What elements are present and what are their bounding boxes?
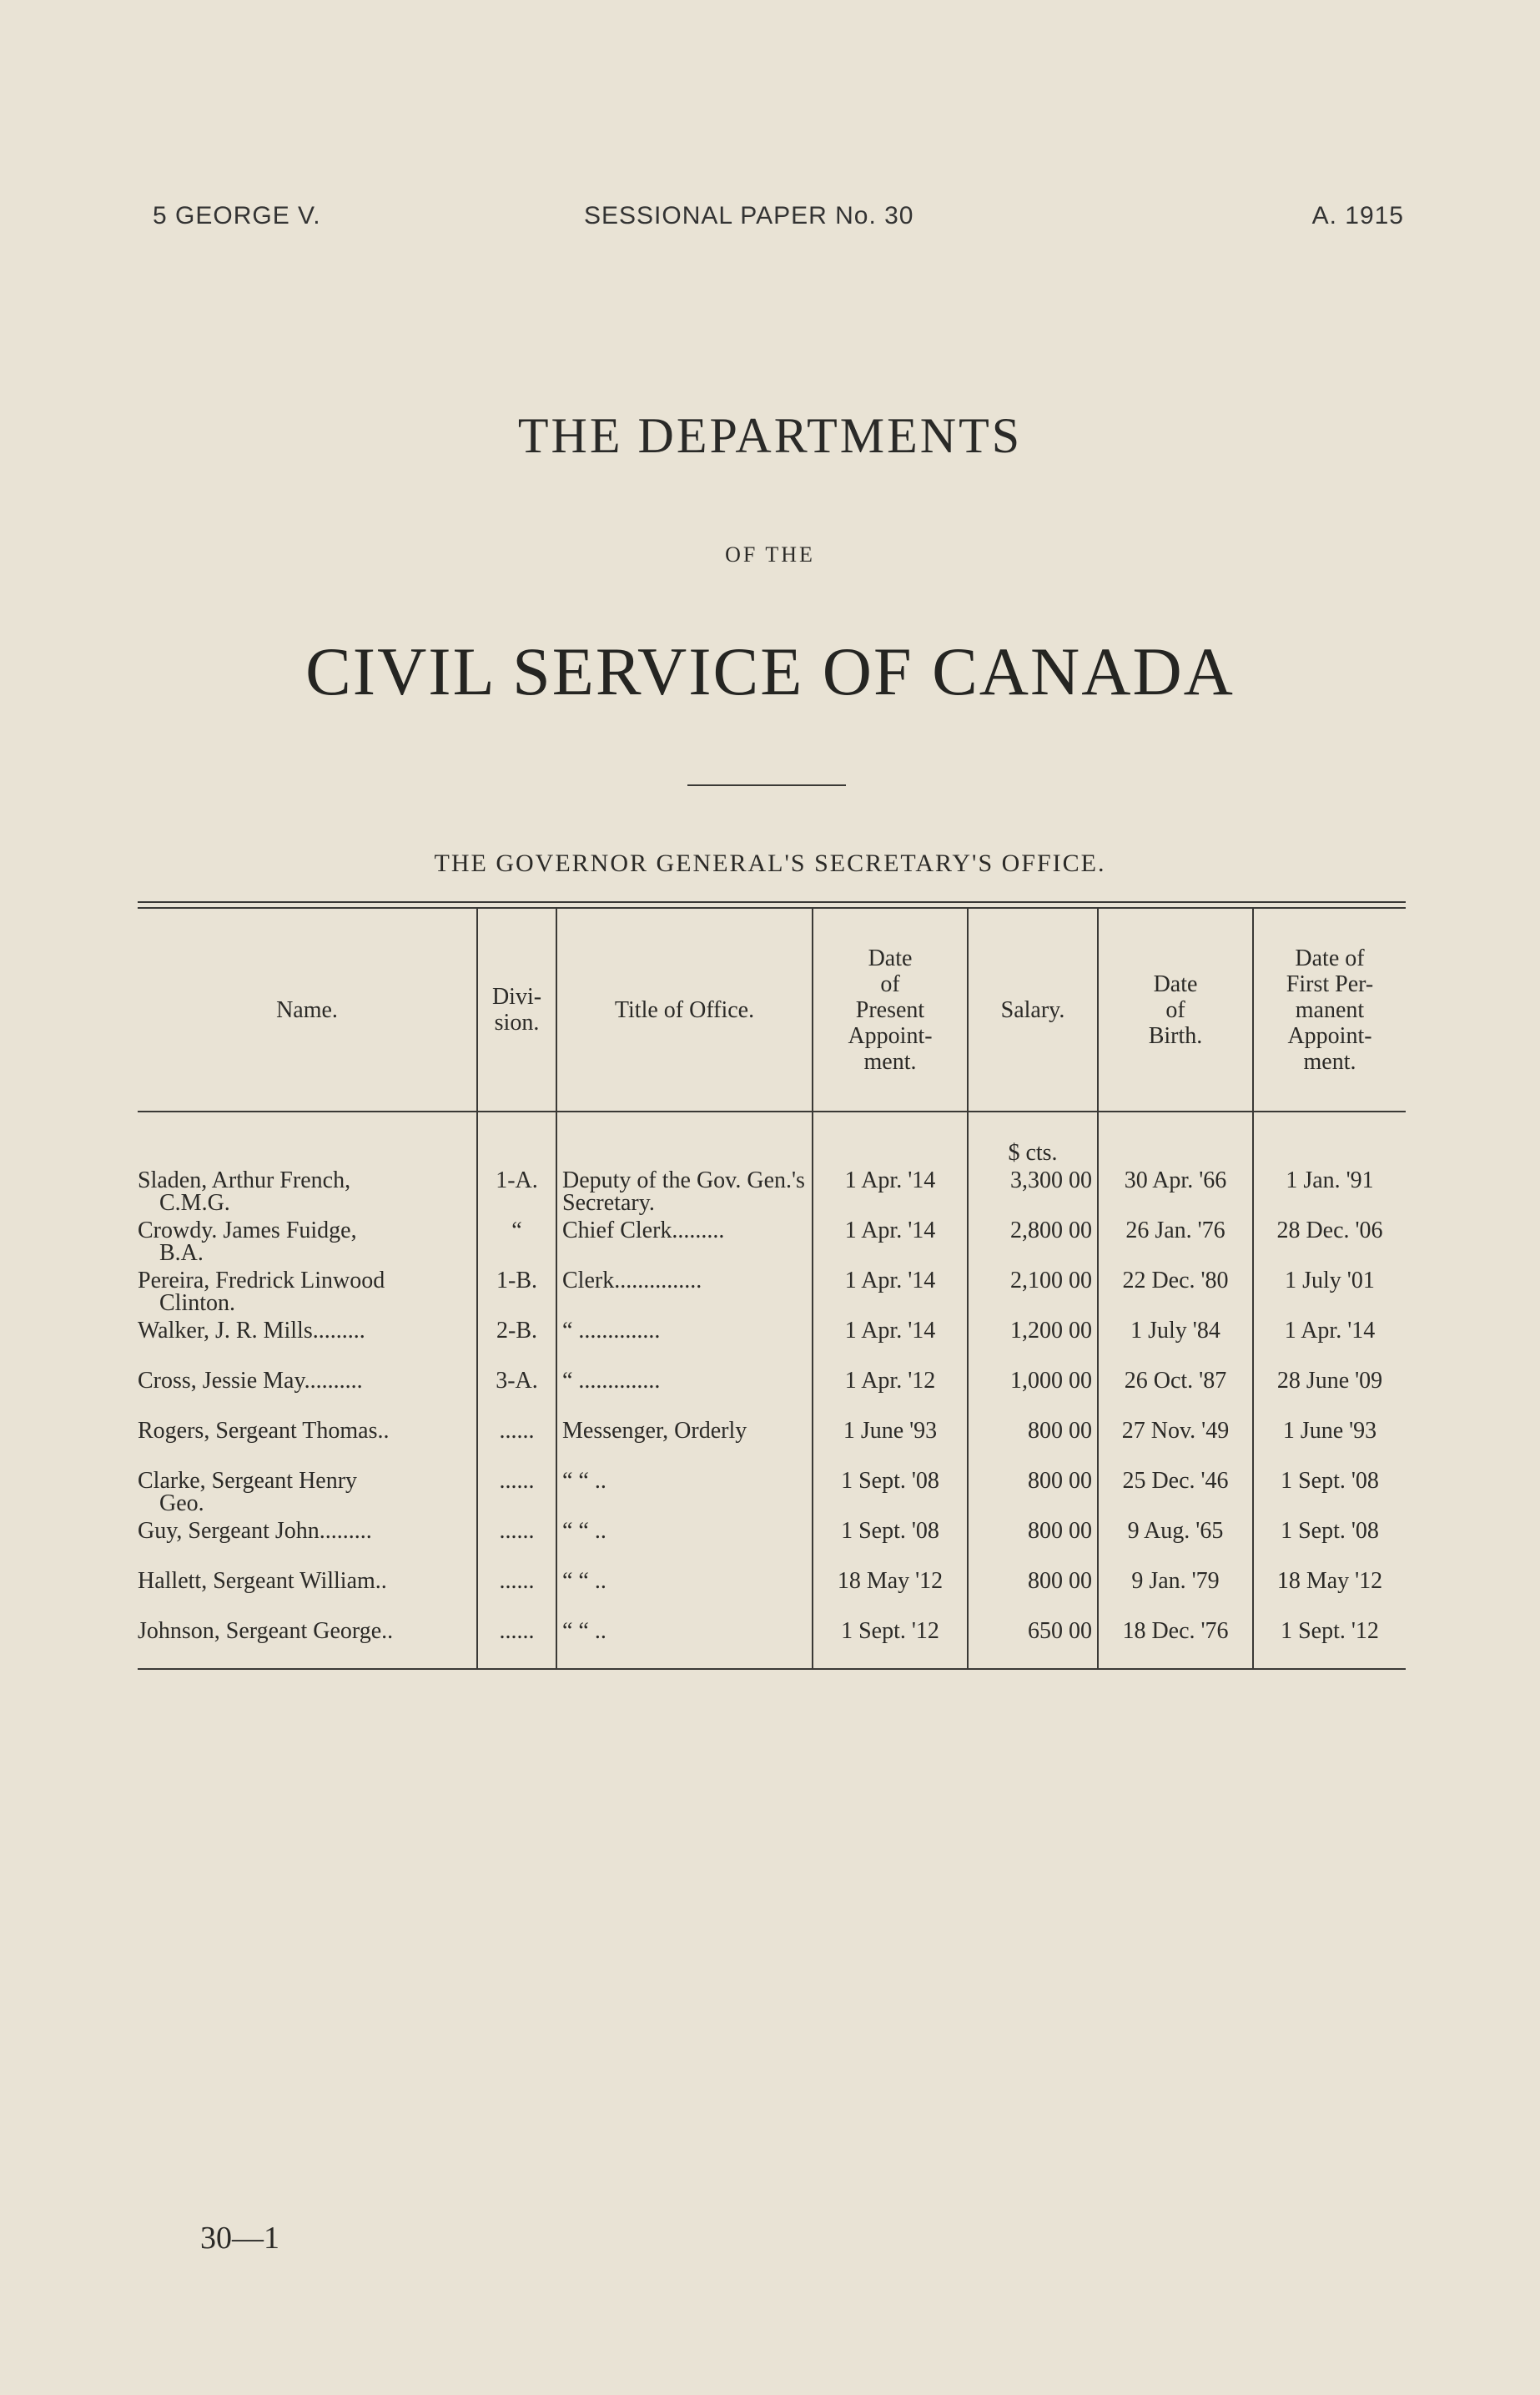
name-line-1: Johnson, Sergeant George..	[138, 1618, 394, 1644]
cell-title: “ “ ..	[556, 1465, 813, 1515]
cell-first-appointment: 1 Jan. '91	[1253, 1164, 1406, 1214]
cell-birth: 30 Apr. '66	[1098, 1164, 1253, 1214]
cell-salary: 650 00	[968, 1615, 1098, 1668]
name-line-2: B.A.	[159, 1240, 204, 1266]
cell-title: Clerk...............	[556, 1264, 813, 1314]
title-line-2: OF THE	[725, 542, 815, 567]
cell-birth: 25 Dec. '46	[1098, 1465, 1253, 1515]
cell-title: “ “ ..	[556, 1565, 813, 1615]
cell-salary: 2,800 00	[968, 1214, 1098, 1264]
cell-title: “ “ ..	[556, 1515, 813, 1565]
cell-birth: 27 Nov. '49	[1098, 1414, 1253, 1465]
staff-table	[138, 901, 1406, 1670]
cell-present-appointment: 1 June '93	[813, 1414, 968, 1465]
cell-division: ......	[477, 1515, 556, 1565]
office-heading: THE GOVERNOR GENERAL'S SECRETARY'S OFFICE.	[434, 850, 1106, 877]
header-left: 5 GEORGE V.	[153, 202, 321, 229]
cell-division: 2-B.	[477, 1314, 556, 1364]
header-name: Name.	[138, 909, 477, 1112]
table-row	[138, 1164, 1406, 1214]
table-bottom-rule	[138, 1668, 1406, 1670]
cell-salary: 800 00	[968, 1465, 1098, 1515]
cell-first-appointment: 1 July '01	[1253, 1264, 1406, 1314]
cell-salary: 800 00	[968, 1414, 1098, 1465]
cell-name	[138, 1615, 477, 1668]
cell-first-appointment: 18 May '12	[1253, 1565, 1406, 1615]
salary-units: $ cts.	[968, 1112, 1098, 1164]
name-line-1: Crowdy. James Fuidge,	[138, 1218, 357, 1243]
name-line-1: Sladen, Arthur French,	[138, 1167, 351, 1193]
name-line-1: Guy, Sergeant John.........	[138, 1518, 372, 1544]
cell-first-appointment: 28 June '09	[1253, 1364, 1406, 1414]
cell-present-appointment: 1 Apr. '14	[813, 1264, 968, 1314]
cell-name	[138, 1314, 477, 1364]
cell-present-appointment: 1 Sept. '08	[813, 1515, 968, 1565]
header-right: A. 1915	[1311, 202, 1404, 229]
cell-present-appointment: 1 Apr. '14	[813, 1214, 968, 1264]
cell-first-appointment: 28 Dec. '06	[1253, 1214, 1406, 1264]
title-line-1: THE DEPARTMENTS	[517, 408, 1023, 463]
name-line-1: Rogers, Sergeant Thomas..	[138, 1418, 390, 1444]
cell-first-appointment: 1 Sept. '08	[1253, 1515, 1406, 1565]
table-row	[138, 1565, 1406, 1615]
cell-first-appointment: 1 Apr. '14	[1253, 1314, 1406, 1364]
cell-division: 1-B.	[477, 1264, 556, 1314]
cell-first-appointment: 1 Sept. '08	[1253, 1465, 1406, 1515]
cell-first-appointment: 1 June '93	[1253, 1414, 1406, 1465]
cell-salary: 1,000 00	[968, 1364, 1098, 1414]
cell-present-appointment: 18 May '12	[813, 1565, 968, 1615]
cell-salary: 2,100 00	[968, 1264, 1098, 1314]
cell-present-appointment: 1 Apr. '12	[813, 1364, 968, 1414]
header-birth: Date of Birth.	[1098, 909, 1253, 1112]
cell-name	[138, 1465, 477, 1515]
cell-salary: 3,300 00	[968, 1164, 1098, 1214]
cell-title: Chief Clerk.........	[556, 1214, 813, 1264]
cell-present-appointment: 1 Apr. '14	[813, 1164, 968, 1214]
cell-division: ......	[477, 1414, 556, 1465]
title-line-3: CIVIL SERVICE OF CANADA	[305, 633, 1235, 709]
page-folio: 30—1	[200, 2221, 279, 2256]
table-row	[138, 1364, 1406, 1414]
table-row	[138, 1414, 1406, 1465]
cell-division: ......	[477, 1615, 556, 1668]
cell-present-appointment: 1 Apr. '14	[813, 1314, 968, 1364]
cell-name	[138, 1264, 477, 1314]
cell-birth: 22 Dec. '80	[1098, 1264, 1253, 1314]
cell-birth: 1 July '84	[1098, 1314, 1253, 1364]
name-line-2: Clinton.	[159, 1290, 236, 1316]
cell-title: “ ..............	[556, 1314, 813, 1364]
cell-name	[138, 1515, 477, 1565]
cell-present-appointment: 1 Sept. '12	[813, 1615, 968, 1668]
header-salary: Salary.	[968, 909, 1098, 1112]
header-division: Divi- sion.	[477, 909, 556, 1112]
cell-present-appointment: 1 Sept. '08	[813, 1465, 968, 1515]
cell-title: Messenger, Orderly	[556, 1414, 813, 1465]
table-row	[138, 1465, 1406, 1515]
cell-title: Deputy of the Gov. Gen.'s Secretary.	[556, 1164, 813, 1214]
cell-salary: 800 00	[968, 1515, 1098, 1565]
header-present-appointment: Date of Present Appoint- ment.	[813, 909, 968, 1112]
cell-name	[138, 1565, 477, 1615]
cell-division: 3-A.	[477, 1364, 556, 1414]
name-line-1: Hallett, Sergeant William..	[138, 1568, 387, 1594]
cell-birth: 18 Dec. '76	[1098, 1615, 1253, 1668]
cell-birth: 26 Oct. '87	[1098, 1364, 1253, 1414]
running-header	[153, 202, 1404, 235]
name-line-1: Cross, Jessie May..........	[138, 1368, 363, 1394]
cell-first-appointment: 1 Sept. '12	[1253, 1615, 1406, 1668]
cell-title: “ ..............	[556, 1364, 813, 1414]
cell-salary: 1,200 00	[968, 1314, 1098, 1364]
table-row	[138, 1264, 1406, 1314]
table-row	[138, 1515, 1406, 1565]
cell-division: ......	[477, 1465, 556, 1515]
name-line-1: Pereira, Fredrick Linwood	[138, 1268, 385, 1293]
cell-name	[138, 1164, 477, 1214]
cell-division: “	[477, 1214, 556, 1264]
cell-division: ......	[477, 1565, 556, 1615]
table-row	[138, 1615, 1406, 1668]
title-divider	[687, 784, 846, 786]
name-line-1: Clarke, Sergeant Henry	[138, 1468, 358, 1494]
cell-salary: 800 00	[968, 1565, 1098, 1615]
header-title: Title of Office.	[556, 909, 813, 1112]
cell-name	[138, 1214, 477, 1264]
table-row	[138, 1314, 1406, 1364]
cell-birth: 9 Aug. '65	[1098, 1515, 1253, 1565]
table-top-rule	[138, 901, 1406, 909]
cell-birth: 26 Jan. '76	[1098, 1214, 1253, 1264]
header-center: SESSIONAL PAPER No. 30	[584, 202, 914, 229]
cell-title: “ “ ..	[556, 1615, 813, 1668]
name-line-2: C.M.G.	[159, 1190, 230, 1216]
table-header-row	[138, 909, 1406, 1112]
header-first-appointment: Date of First Per- manent Appoint- ment.	[1253, 909, 1406, 1112]
name-line-2: Geo.	[159, 1490, 204, 1516]
cell-name	[138, 1414, 477, 1465]
cell-name	[138, 1364, 477, 1414]
table-row	[138, 1214, 1406, 1264]
cell-division: 1-A.	[477, 1164, 556, 1214]
cell-birth: 9 Jan. '79	[1098, 1565, 1253, 1615]
name-line-1: Walker, J. R. Mills.........	[138, 1318, 365, 1344]
units-row	[138, 1112, 1406, 1164]
